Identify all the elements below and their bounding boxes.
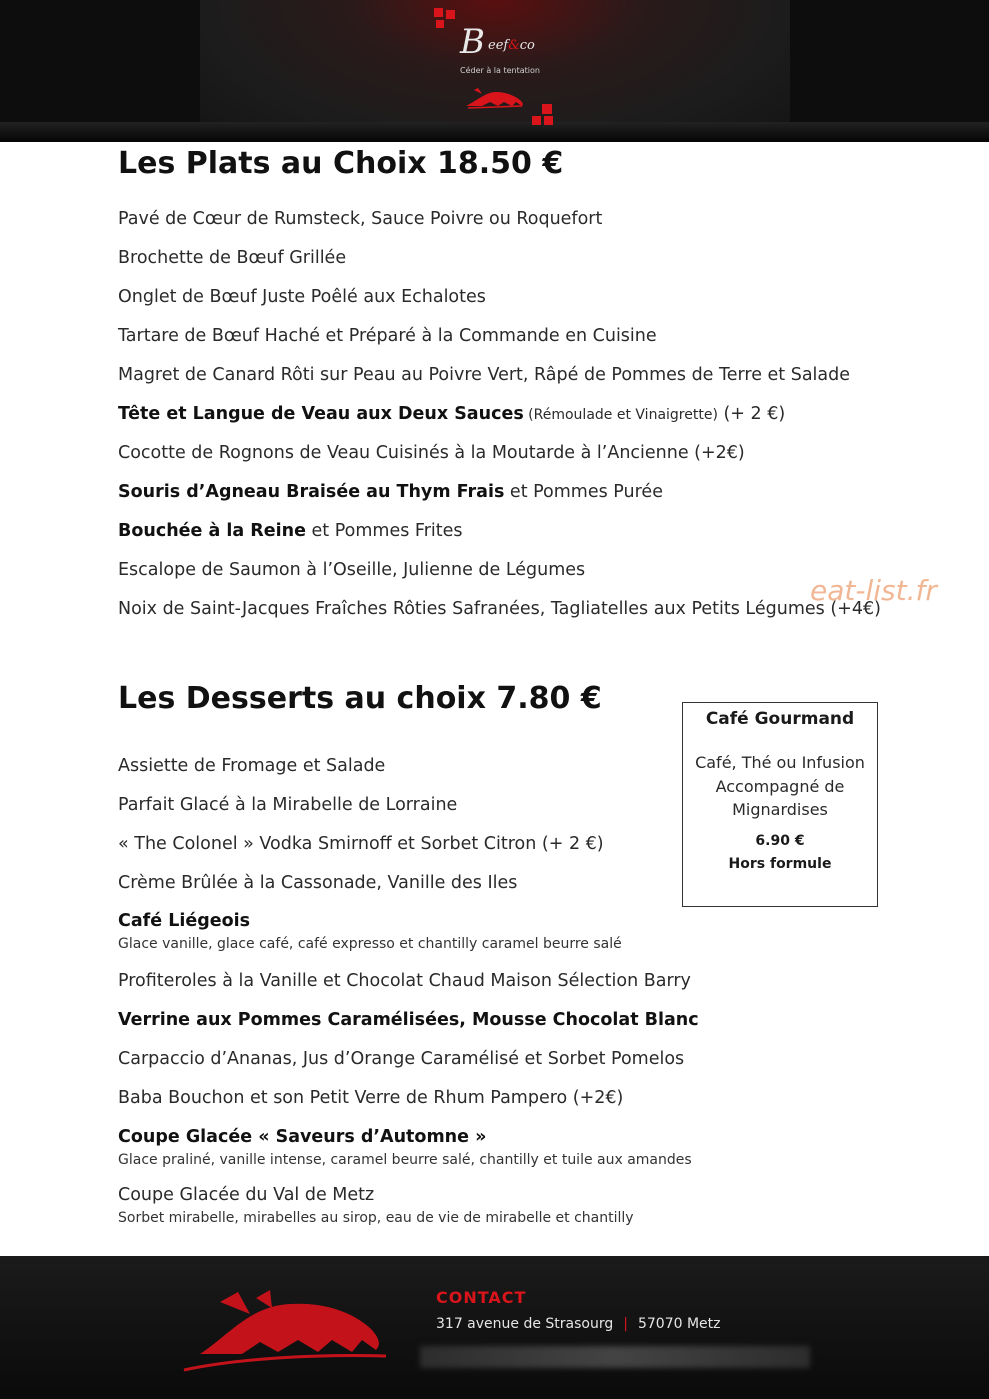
contact-address: 317 avenue de Strasourg: [436, 1316, 614, 1332]
menu-item: [118, 834, 604, 854]
contact-address-line: [436, 1316, 721, 1332]
menu-item-text: Parfait Glacé à la Mirabelle de Lorraine: [118, 795, 458, 815]
menu-item: [118, 287, 486, 307]
decor-square: [544, 116, 553, 125]
blurred-info: [420, 1346, 810, 1368]
menu-item-text: Onglet de Bœuf Juste Poêlé aux Echalotes: [118, 287, 486, 307]
menu-item-description: Glace vanille, glace café, café expresso et chantilly caramel beurre salé: [118, 936, 622, 952]
logo-part: eef: [488, 38, 509, 53]
menu-item: [118, 443, 745, 463]
menu-item-text: et Pommes Purée: [504, 482, 663, 502]
page-footer: [0, 1256, 989, 1399]
menu-item: [118, 521, 463, 541]
menu-item-note: (Rémoulade et Vinaigrette): [523, 407, 718, 423]
menu-item: [118, 482, 663, 502]
header-bar: [0, 122, 989, 142]
menu-item-bold: Souris d’Agneau Braisée au Thym Frais: [118, 482, 505, 502]
bull-icon: [464, 84, 526, 110]
menu-item-text: Brochette de Bœuf Grillée: [118, 248, 347, 268]
decor-square: [434, 8, 443, 17]
menu-item-text: Noix de Saint-Jacques Fraîches Rôties Safranées, Tagliatelles aux Petits Légumes (+4€): [118, 599, 881, 619]
menu-item: [118, 1049, 684, 1069]
menu-item: [118, 1088, 623, 1108]
menu-item: [118, 404, 785, 424]
menu-item-text: Carpaccio d’Ananas, Jus d’Orange Caramélisé et Sorbet Pomelos: [118, 1049, 685, 1069]
menu-item-text: Escalope de Saumon à l’Oseille, Julienne de Légumes: [118, 560, 586, 580]
cafe-gourmand-line: Café, Thé ou Infusion: [695, 753, 865, 772]
decor-square: [532, 116, 541, 125]
menu-item-description: Glace praliné, vanille intense, caramel beurre salé, chantilly et tuile aux amandes: [118, 1152, 692, 1168]
menu-item: [118, 873, 517, 893]
menu-item-text: Profiteroles à la Vanille et Chocolat Chaud Maison Sélection Barry: [118, 971, 691, 991]
menu-item-text: « The Colonel » Vodka Smirnoff et Sorbet Citron (+ 2 €): [118, 834, 604, 854]
menu-item-bold: Café Liégeois: [118, 911, 251, 931]
cafe-gourmand-price: 6.90 €: [755, 833, 805, 849]
watermark: eat-list.fr: [810, 574, 937, 607]
menu-item-text: Tartare de Bœuf Haché et Préparé à la Commande en Cuisine: [118, 326, 657, 346]
logo-part: co: [519, 38, 535, 53]
decor-square: [436, 20, 444, 28]
menu-item: [118, 248, 346, 268]
bull-icon: [180, 1284, 390, 1376]
cafe-gourmand-line: Mignardises: [732, 800, 828, 819]
menu-item-text: Crème Brûlée à la Cassonade, Vanille des Iles: [118, 873, 518, 893]
logo-rest: [488, 38, 535, 53]
cafe-gourmand-title: Café Gourmand: [705, 709, 855, 729]
cafe-gourmand-box: [682, 702, 878, 907]
desserts-title: Les Desserts au choix 7.80 €: [118, 681, 602, 716]
menu-item-text: (+ 2 €): [717, 404, 786, 424]
menu-item: [118, 560, 585, 580]
menu-item-text: et Pommes Frites: [305, 521, 463, 541]
menu-item: [118, 1010, 699, 1030]
menu-item: [118, 599, 881, 619]
separator: |: [623, 1316, 628, 1332]
menu-item: [118, 911, 250, 931]
cafe-gourmand-description: [693, 751, 867, 822]
menu-item: [118, 326, 657, 346]
contact-postal: 57070 Metz: [637, 1316, 721, 1332]
plats-title: Les Plats au Choix 18.50 €: [118, 146, 564, 181]
menu-item: [118, 971, 691, 991]
logo-letter: B: [460, 22, 485, 62]
menu-item-text: Baba Bouchon et son Petit Verre de Rhum Pampero (+2€): [118, 1088, 624, 1108]
menu-item-text: Coupe Glacée du Val de Metz: [118, 1185, 375, 1205]
logo-amp: &: [508, 38, 520, 53]
cafe-gourmand-note: Hors formule: [728, 856, 832, 872]
cafe-gourmand-line: Accompagné de: [715, 776, 845, 796]
menu-item-text: Assiette de Fromage et Salade: [118, 756, 386, 776]
decor-square: [446, 10, 455, 19]
menu-item: [118, 756, 385, 776]
menu-item: [118, 365, 850, 385]
menu-item-bold: Tête et Langue de Veau aux Deux Sauces: [118, 404, 524, 424]
brand-logo: [460, 22, 580, 62]
brand-tagline: Céder à la tentation: [460, 66, 540, 75]
menu-item-text: Cocotte de Rognons de Veau Cuisinés à la Moutarde à l’Ancienne (+2€): [118, 443, 745, 463]
menu-item: [118, 1127, 486, 1147]
contact-title: CONTACT: [436, 1288, 527, 1307]
menu-item: [118, 795, 457, 815]
menu-item: [118, 209, 602, 229]
decor-square: [542, 104, 552, 114]
menu-item-description: Sorbet mirabelle, mirabelles au sirop, eau de vie de mirabelle et chantilly: [118, 1210, 634, 1226]
page-header: [0, 0, 989, 142]
menu-item: [118, 1185, 374, 1205]
menu-item-bold: Verrine aux Pommes Caramélisées, Mousse Chocolat Blanc: [118, 1010, 699, 1030]
menu-item-bold: Coupe Glacée « Saveurs d’Automne »: [118, 1127, 487, 1147]
menu-item-text: Pavé de Cœur de Rumsteck, Sauce Poivre ou Roquefort: [118, 209, 603, 229]
menu-item-text: Magret de Canard Rôti sur Peau au Poivre Vert, Râpé de Pommes de Terre et Salade: [118, 365, 851, 385]
menu-item-bold: Bouchée à la Reine: [118, 521, 306, 541]
